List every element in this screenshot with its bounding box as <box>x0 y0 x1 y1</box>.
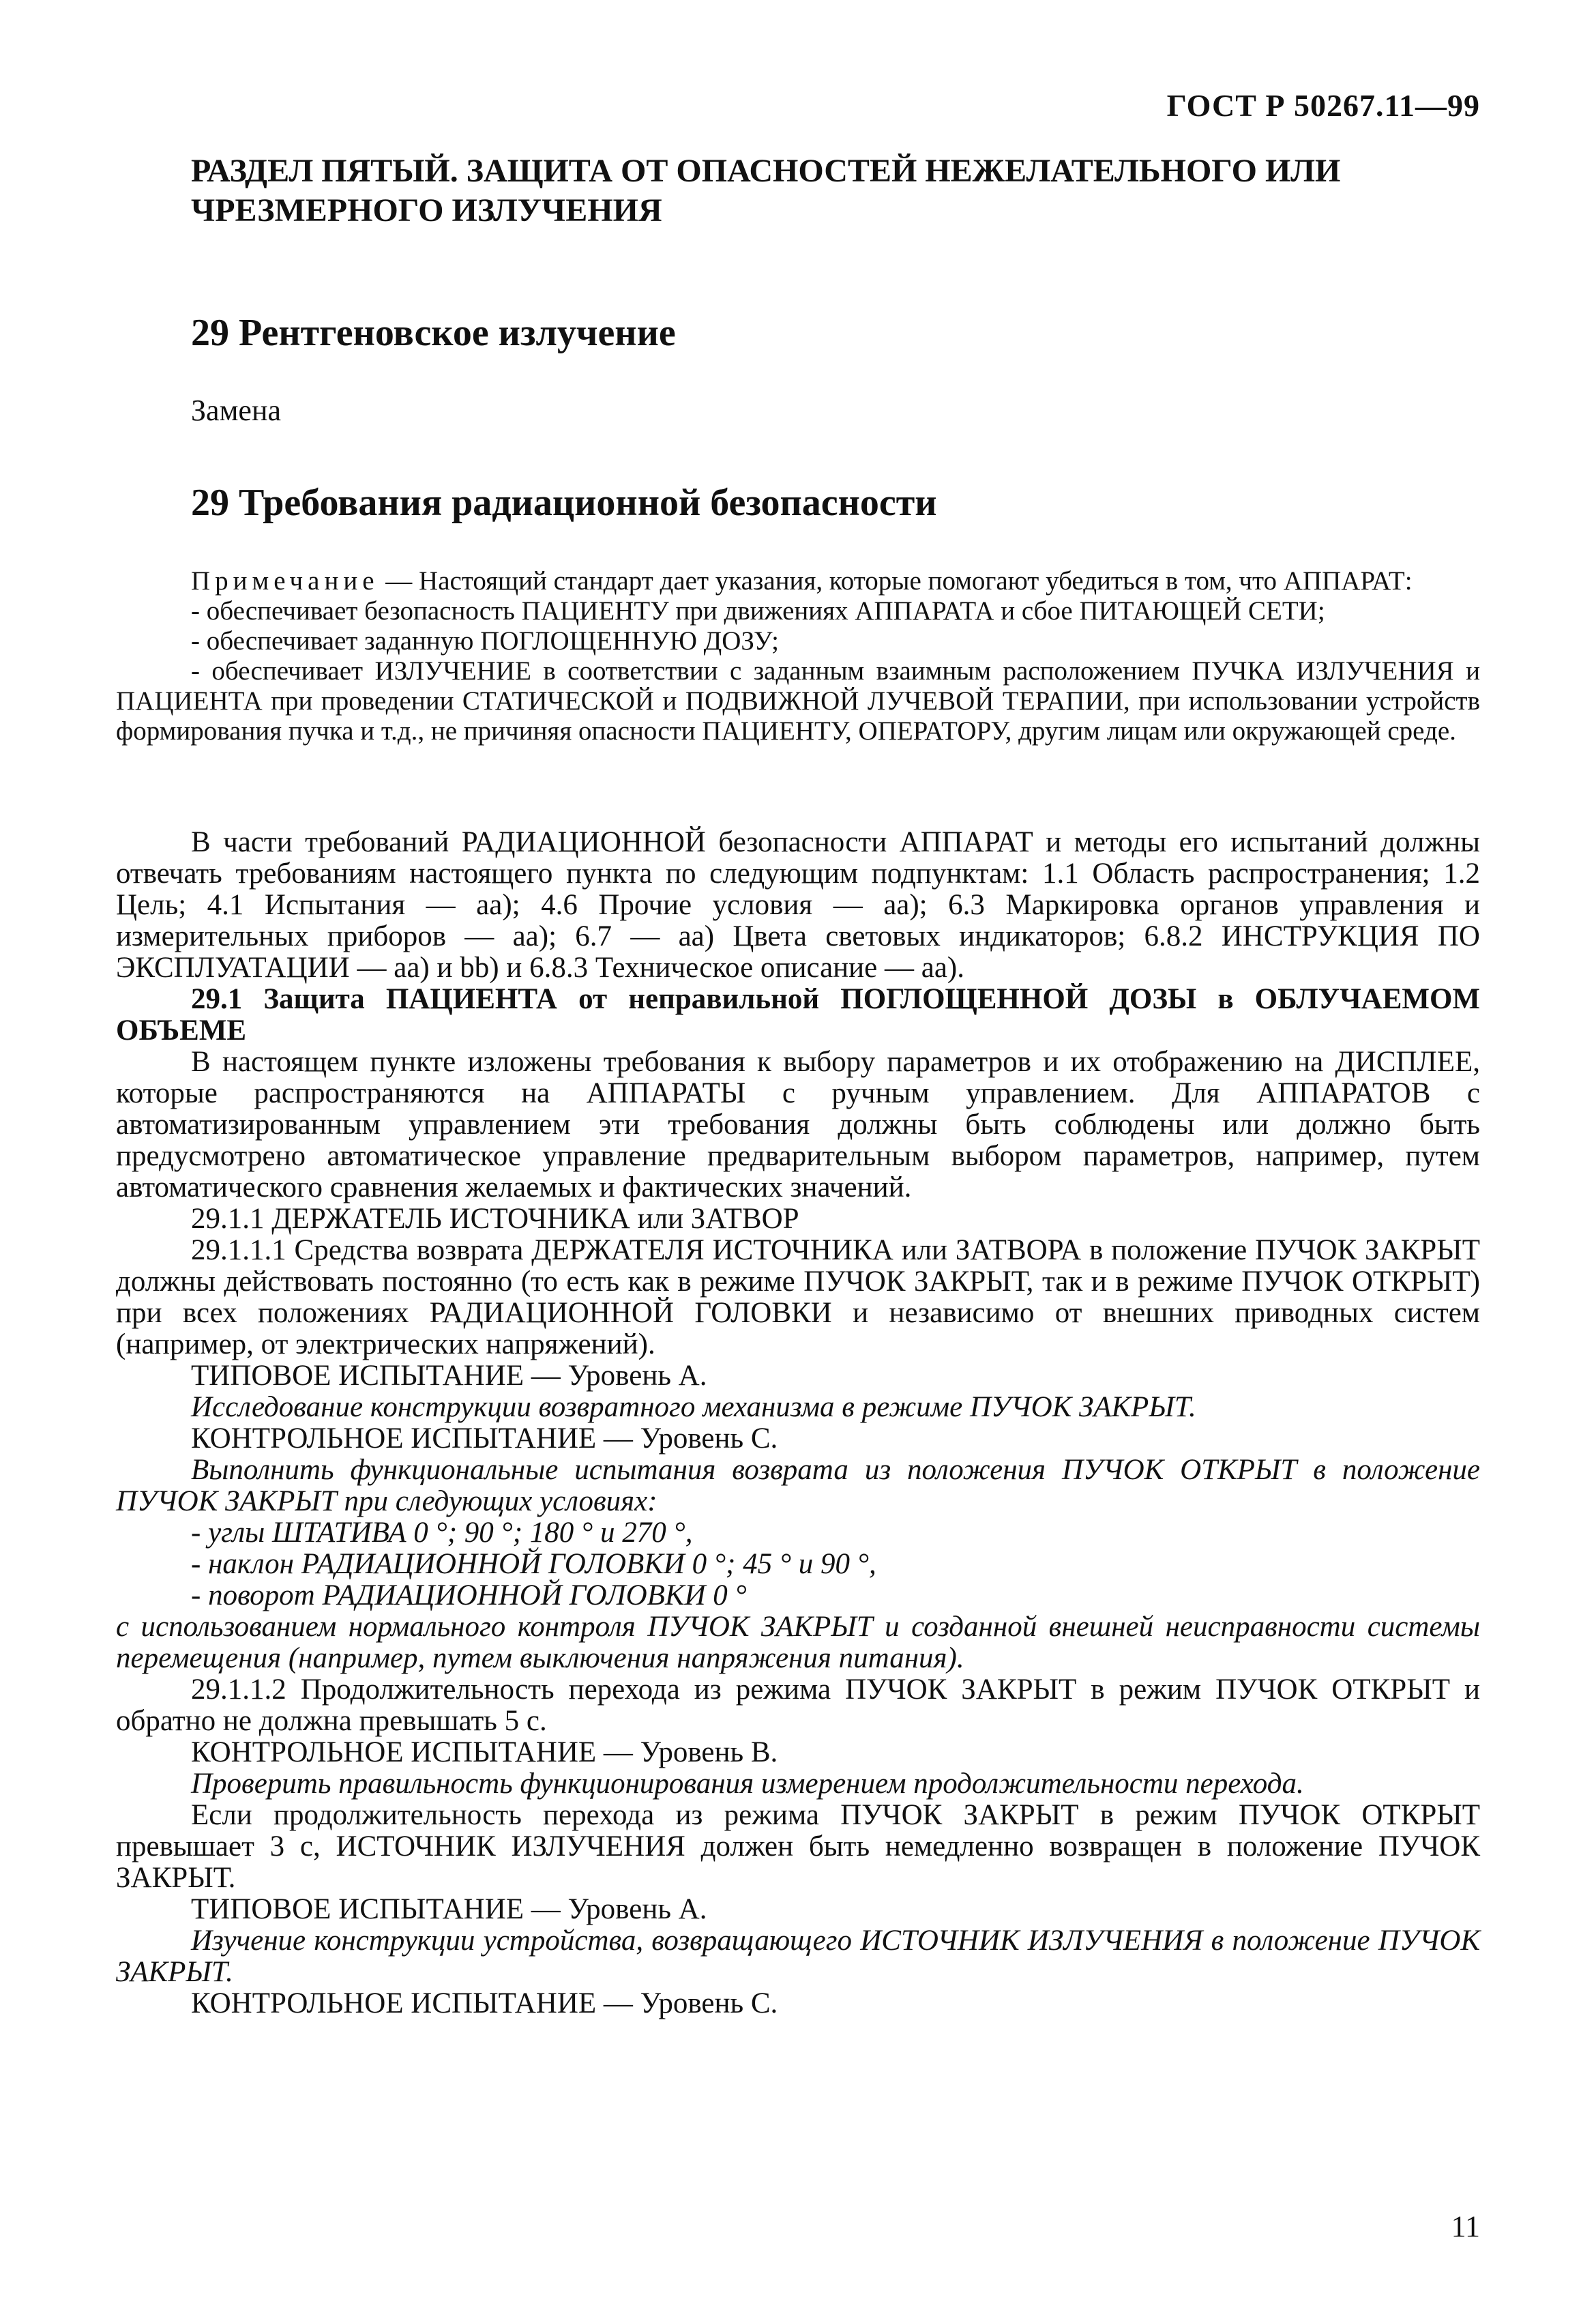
heading-29-requirements: 29 Требования радиационной безопасности <box>191 482 937 524</box>
test-type-a-text: Изучение конструкции устройства, возвращающего ИСТОЧНИК ИЗЛУЧЕНИЯ в положение ПУЧОК ЗАКРЫТ. <box>116 1925 1480 1988</box>
test-control-c: КОНТРОЛЬНОЕ ИСПЫТАНИЕ — Уровень С. <box>191 1422 778 1455</box>
note-intro-text: — Настоящий стандарт дает указания, которые помогают убедиться в том, что АППАРАТ: <box>379 566 1413 596</box>
paragraph-intro: В части требований РАДИАЦИОННОЙ безопасности АППАРАТ и методы его испытаний должны отвечать требованиям настоящего пункта по следующим подпунктам: 1.1 Область распространения; 1.2 Цель; 4.1 Испытания — аа); 4.6 Прочие условия — аа); 6.3 Маркировка органов управления и измерительных приборов — аа); 6.7 — аа) Цвета световых индикаторов; 6.8.2 ИНСТРУКЦИЯ ПО ЭКСПЛУАТАЦИИ — аа) и bb) и 6.8.3 Техническое описание — аа). <box>116 826 1480 984</box>
test-type-a: ТИПОВОЕ ИСПЫТАНИЕ — Уровень А. <box>191 1893 707 1925</box>
heading-29-1-1: 29.1.1 ДЕРЖАТЕЛЬ ИСТОЧНИКА или ЗАТВОР <box>191 1203 799 1235</box>
document-code: ГОСТ Р 50267.11—99 <box>1166 88 1480 123</box>
note-item: - обеспечивает ИЗЛУЧЕНИЕ в соответствии с заданным взаимным расположением ПУЧКА ИЗЛУЧЕНИЯ и ПАЦИЕНТА при проведении СТАТИЧЕСКОЙ и ПОДВИЖНОЙ ЛУЧЕВОЙ ТЕРАПИИ, при использовании устройств формирования пучка и т.д., не причиняя опасности ПАЦИЕНТУ, ОПЕРАТОРУ, другим лицам или окружающей среде. <box>116 656 1480 746</box>
test-control-c: КОНТРОЛЬНОЕ ИСПЫТАНИЕ — Уровень С. <box>191 1987 778 2019</box>
test-type-a: ТИПОВОЕ ИСПЫТАНИЕ — Уровень А. <box>191 1360 707 1392</box>
paragraph-29-1: В настоящем пункте изложены требования к выбору параметров и их отображению на ДИСПЛЕЕ, которые распространяются на АППАРАТЫ с ручным управлением. Для АППАРАТОВ с автоматизированным управлением эти требования должны быть соблюдены или должно быть предусмотрено автоматическое управление предварительным выбором параметров, например, путем автоматического сравнения желаемых и фактических значений. <box>116 1046 1480 1203</box>
condition-item: - наклон РАДИАЦИОННОЙ ГОЛОВКИ 0 °; 45 ° и 90 °, <box>191 1548 876 1580</box>
paragraph-exceed: Если продолжительность перехода из режима ПУЧОК ЗАКРЫТ в режим ПУЧОК ОТКРЫТ превышает 3 с, ИСТОЧНИК ИЗЛУЧЕНИЯ должен быть немедленно возвращен в положение ПУЧОК ЗАКРЫТ. <box>116 1799 1480 1894</box>
test-control-b: КОНТРОЛЬНОЕ ИСПЫТАНИЕ — Уровень В. <box>191 1736 778 1768</box>
note-block <box>116 566 1480 746</box>
section-title: РАЗДЕЛ ПЯТЫЙ. ЗАЩИТА ОТ ОПАСНОСТЕЙ НЕЖЕЛАТЕЛЬНОГО ИЛИ ЧРЕЗМЕРНОГО ИЗЛУЧЕНИЯ <box>191 153 1341 229</box>
condition-tail: с использованием нормального контроля ПУЧОК ЗАКРЫТ и созданной внешней неисправности системы перемещения (например, путем выключения напряжения питания). <box>116 1611 1480 1674</box>
heading-29-xray: 29 Рентгеновское излучение <box>191 312 676 354</box>
condition-item: - углы ШТАТИВА 0 °; 90 °; 180 ° и 270 °, <box>191 1517 693 1549</box>
note-intro <box>116 566 1480 596</box>
paragraph-29-1-1-1: 29.1.1.1 Средства возврата ДЕРЖАТЕЛЯ ИСТОЧНИКА или ЗАТВОРА в положение ПУЧОК ЗАКРЫТ должны действовать постоянно (то есть как в режиме ПУЧОК ЗАКРЫТ, так и в режиме ПУЧОК ОТКРЫТ) при всех положениях РАДИАЦИОННОЙ ГОЛОВКИ и независимо от внешних приводных систем (например, от электрических напряжений). <box>116 1234 1480 1360</box>
note-item: - обеспечивает безопасность ПАЦИЕНТУ при движениях АППАРАТА и сбое ПИТАЮЩЕЙ СЕТИ; <box>191 596 1325 626</box>
test-control-c-text: Выполнить функциональные испытания возврата из положения ПУЧОК ОТКРЫТ в положение ПУЧОК ЗАКРЫТ при следующих условиях: <box>116 1454 1480 1517</box>
page-number: 11 <box>1451 2210 1480 2243</box>
test-control-b-text: Проверить правильность функционирования измерением продолжительности перехода. <box>191 1768 1304 1800</box>
note-label: Примечание <box>191 566 379 596</box>
heading-29-1: 29.1 Защита ПАЦИЕНТА от неправильной ПОГЛОЩЕННОЙ ДОЗЫ в ОБЛУЧАЕМОМ ОБЪЕМЕ <box>116 983 1480 1047</box>
test-type-a-text: Исследование конструкции возвратного механизма в режиме ПУЧОК ЗАКРЫТ. <box>191 1391 1196 1423</box>
main-body <box>116 827 1480 2019</box>
condition-item: - поворот РАДИАЦИОННОЙ ГОЛОВКИ 0 ° <box>191 1579 747 1611</box>
paragraph-29-1-1-2: 29.1.1.2 Продолжительность перехода из режима ПУЧОК ЗАКРЫТ в режим ПУЧОК ОТКРЫТ и обратно не должна превышать 5 с. <box>116 1674 1480 1737</box>
replacement-label: Замена <box>191 394 282 427</box>
note-item: - обеспечивает заданную ПОГЛОЩЕННУЮ ДОЗУ; <box>191 626 779 656</box>
